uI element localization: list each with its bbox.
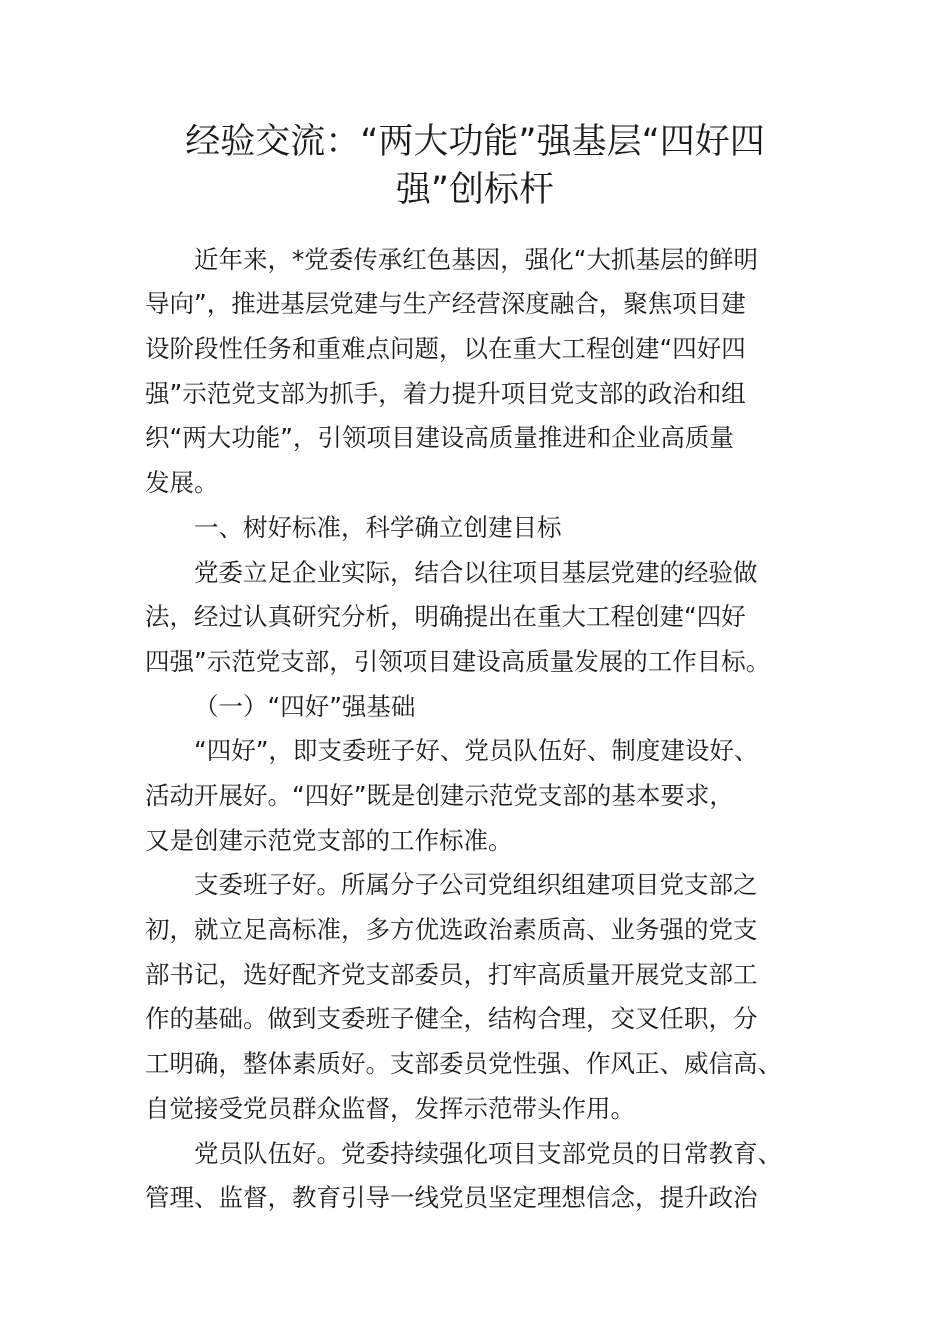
section-heading: 一、树好标准，科学确立创建目标 xyxy=(194,513,562,542)
paragraph-line: 强”示范党支部为抓手，着力提升项目党支部的政治和组 xyxy=(145,379,746,408)
paragraph-line: 作的基础。做到支委班子健全，结构合理，交叉任职，分 xyxy=(145,1004,758,1033)
paragraph-line: 法，经过认真研究分析，明确提出在重大工程创建“四好 xyxy=(145,602,746,631)
document-title xyxy=(120,118,830,214)
paragraph-line: 活动开展好。“四好”既是创建示范党支部的基本要求， xyxy=(145,781,734,810)
paragraph-line: 党委立足企业实际，结合以往项目基层党建的经验做 xyxy=(194,558,758,587)
paragraph-line: 导向”，推进基层党建与生产经营深度融合，聚焦项目建 xyxy=(145,289,746,318)
title-line-2: 强”创标杆 xyxy=(395,170,555,210)
paragraph-line: 四强”示范党支部，引领项目建设高质量发展的工作目标。 xyxy=(145,647,771,676)
paragraph-line: 初，就立足高标准，多方优选政治素质高、业务强的党支 xyxy=(145,915,758,944)
paragraph-line: 近年来，*党委传承红色基因，强化“大抓基层的鲜明 xyxy=(194,245,758,274)
paragraph-line: 管理、监督，教育引导一线党员坚定理想信念，提升政治 xyxy=(145,1183,758,1212)
paragraph-line: 设阶段性任务和重难点问题，以在重大工程创建“四好四 xyxy=(145,334,746,363)
paragraph-line: 发展。 xyxy=(145,468,219,497)
paragraph-line: 支委班子好。所属分子公司党组织组建项目党支部之 xyxy=(194,870,758,899)
title-line-1: 经验交流：“两大功能”强基层“四好四 xyxy=(185,122,765,162)
subsection-heading: （一）“四好”强基础 xyxy=(194,692,416,721)
paragraph-line: 工明确，整体素质好。支部委员党性强、作风正、威信高、 xyxy=(145,1049,782,1078)
paragraph-line: “四好”，即支委班子好、党员队伍好、制度建设好、 xyxy=(194,736,759,765)
paragraph-line: 部书记，选好配齐党支部委员，打牢高质量开展党支部工 xyxy=(145,960,758,989)
paragraph-line: 又是创建示范党支部的工作标准。 xyxy=(145,826,513,855)
paragraph-line: 自觉接受党员群众监督，发挥示范带头作用。 xyxy=(145,1094,635,1123)
paragraph-line: 党员队伍好。党委持续强化项目支部党员的日常教育、 xyxy=(194,1139,782,1168)
paragraph-line: 织“两大功能”，引领项目建设高质量推进和企业高质量 xyxy=(145,423,734,452)
